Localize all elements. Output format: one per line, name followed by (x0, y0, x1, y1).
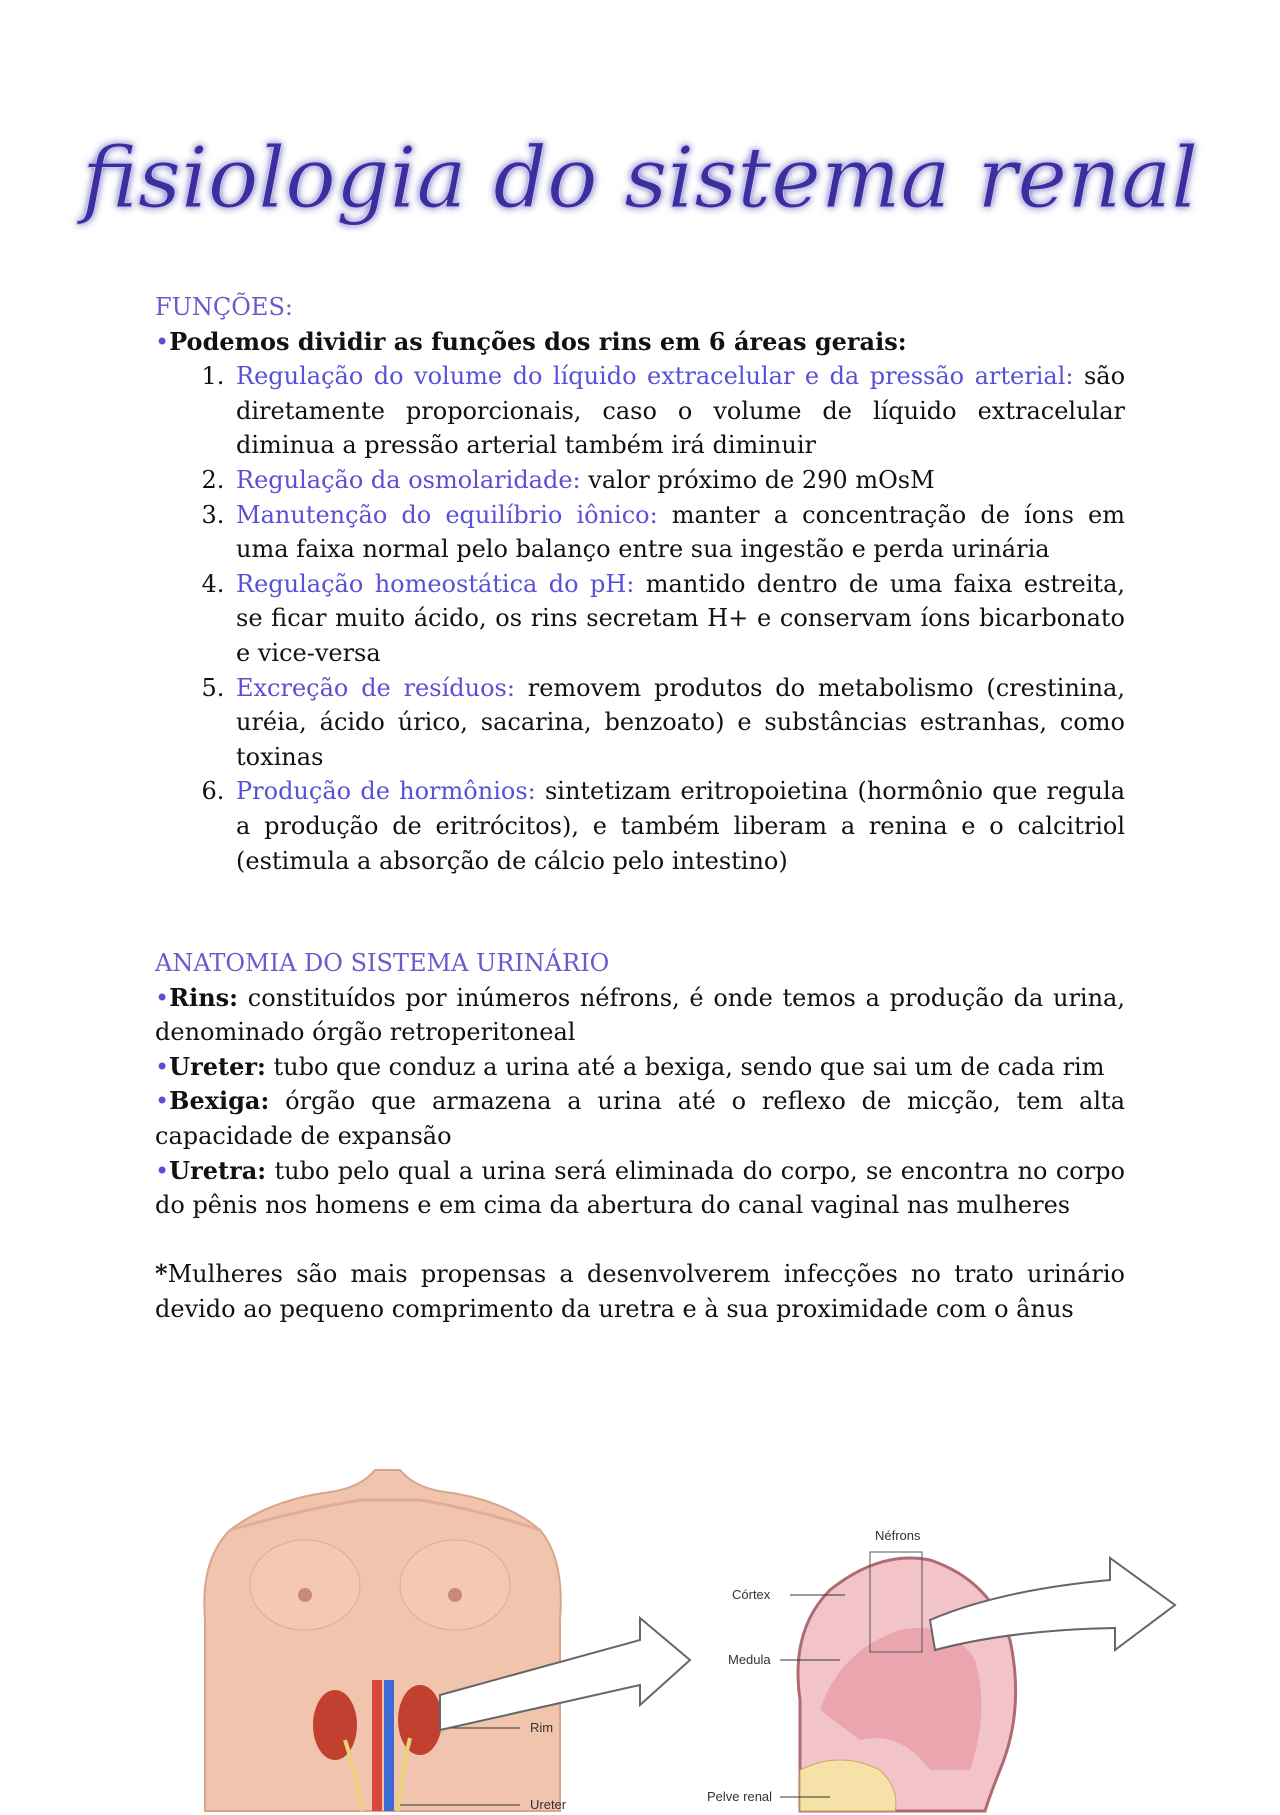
note-spacer (155, 1223, 1125, 1258)
item-term: Excreção de resíduos: (236, 673, 515, 702)
label-nefrons: Néfrons (875, 1528, 921, 1543)
anatomia-text: órgão que armazena a urina até o reflexo de micção, tem alta capacidade de expansão (155, 1087, 1125, 1151)
note-text: Mulheres são mais propensas a desenvolverem infecções no trato urinário devido ao pequeno comprimento da uretra e à sua proximidade com o ânus (155, 1260, 1125, 1324)
anatomia-item (155, 1154, 1125, 1223)
list-item (232, 359, 1125, 463)
nipple-right (448, 1588, 462, 1602)
list-item (232, 671, 1125, 775)
bullet: • (155, 1052, 170, 1081)
item-term: Regulação do volume do líquido extracelular e da pressão arterial: (236, 362, 1074, 391)
list-item (232, 463, 1125, 498)
page-title (81, 112, 1199, 262)
bullet: • (155, 1087, 170, 1116)
anatomia-heading: ANATOMIA DO SISTEMA URINÁRIO (155, 949, 610, 978)
anatomia-item (155, 1050, 1125, 1085)
kidney-right (398, 1685, 442, 1755)
list-item (232, 567, 1125, 671)
anatomia-term: Uretra: (169, 1155, 267, 1185)
vena-cava (384, 1680, 394, 1811)
funcoes-intro (155, 325, 1125, 360)
item-text: removem produtos do metabolismo (crestinina, uréia, ácido úrico, sacarina, benzoato) e substâncias estranhas, como toxinas (236, 673, 1125, 771)
item-term: Produção de hormônios: (236, 777, 536, 806)
content (155, 290, 1125, 1327)
label-rim: Rim (530, 1720, 554, 1735)
anatomia-item (155, 1084, 1125, 1153)
bullet: • (155, 1156, 170, 1185)
item-text: mantido dentro de uma faixa estreita, se ficar muito ácido, os rins secretam H+ e conservam íons bicarbonato e vice-versa (236, 569, 1126, 667)
item-term: Regulação da osmolaridade: (236, 465, 581, 494)
kidney-left (313, 1690, 357, 1760)
anatomy-figure (0, 1470, 1280, 1811)
list-item (232, 774, 1125, 878)
bullet: • (155, 983, 170, 1012)
section-spacer (155, 878, 1125, 946)
breast-right (400, 1540, 510, 1630)
anatomia-term: Rins: (169, 982, 239, 1012)
label-cortex: Córtex (732, 1587, 771, 1602)
anatomia-text: constituídos por inúmeros néfrons, é onde temos a produção da urina, denominado órgão retroperitoneal (155, 983, 1125, 1047)
note-star: * (155, 1259, 168, 1289)
list-item (232, 498, 1125, 567)
nipple-left (298, 1588, 312, 1602)
item-text: sintetizam eritropoietina (hormônio que regula a produção de eritrócitos), e também liberam a renina e o calcitriol (estimula a absorção de cálcio pelo intestino) (236, 777, 1126, 875)
anatomia-text: tubo pelo qual a urina será eliminada do corpo, se encontra no corpo do pênis nos homens e em cima da abertura do canal vaginal nas mulheres (155, 1156, 1125, 1220)
anatomia-text: tubo que conduz a urina até a bexiga, sendo que sai um de cada rim (265, 1052, 1105, 1081)
note (155, 1257, 1125, 1326)
anatomia-term: Ureter: (169, 1051, 266, 1081)
item-text: manter a concentração de íons em uma faixa normal pelo balanço entre sua ingestão e perda urinária (236, 500, 1125, 564)
anatomia-item (155, 981, 1125, 1050)
label-medula: Medula (728, 1652, 771, 1667)
item-term: Manutenção do equilíbrio iônico: (236, 500, 658, 529)
title-script (81, 112, 1199, 262)
aorta (372, 1680, 382, 1811)
label-ureter: Ureter (530, 1797, 567, 1812)
label-pelve-renal: Pelve renal (707, 1789, 773, 1804)
funcoes-heading: FUNÇÕES: (155, 293, 293, 321)
bullet: • (155, 327, 170, 356)
anatomy-illustration (0, 1470, 1280, 1811)
item-text: são diretamente proporcionais, caso o volume de líquido extracelular diminua a pressão arterial também irá diminuir (236, 362, 1126, 460)
funcoes-intro-text: Podemos dividir as funções dos rins em 6 áreas gerais: (169, 326, 907, 356)
title-text: fisiologia do sistema renal (81, 129, 1199, 227)
anatomia-term: Bexiga: (169, 1086, 270, 1116)
funcoes-list (155, 359, 1125, 878)
item-term: Regulação homeostática do pH: (236, 569, 635, 598)
item-text: valor próximo de 290 mOsM (580, 465, 935, 494)
breast-left (250, 1540, 360, 1630)
